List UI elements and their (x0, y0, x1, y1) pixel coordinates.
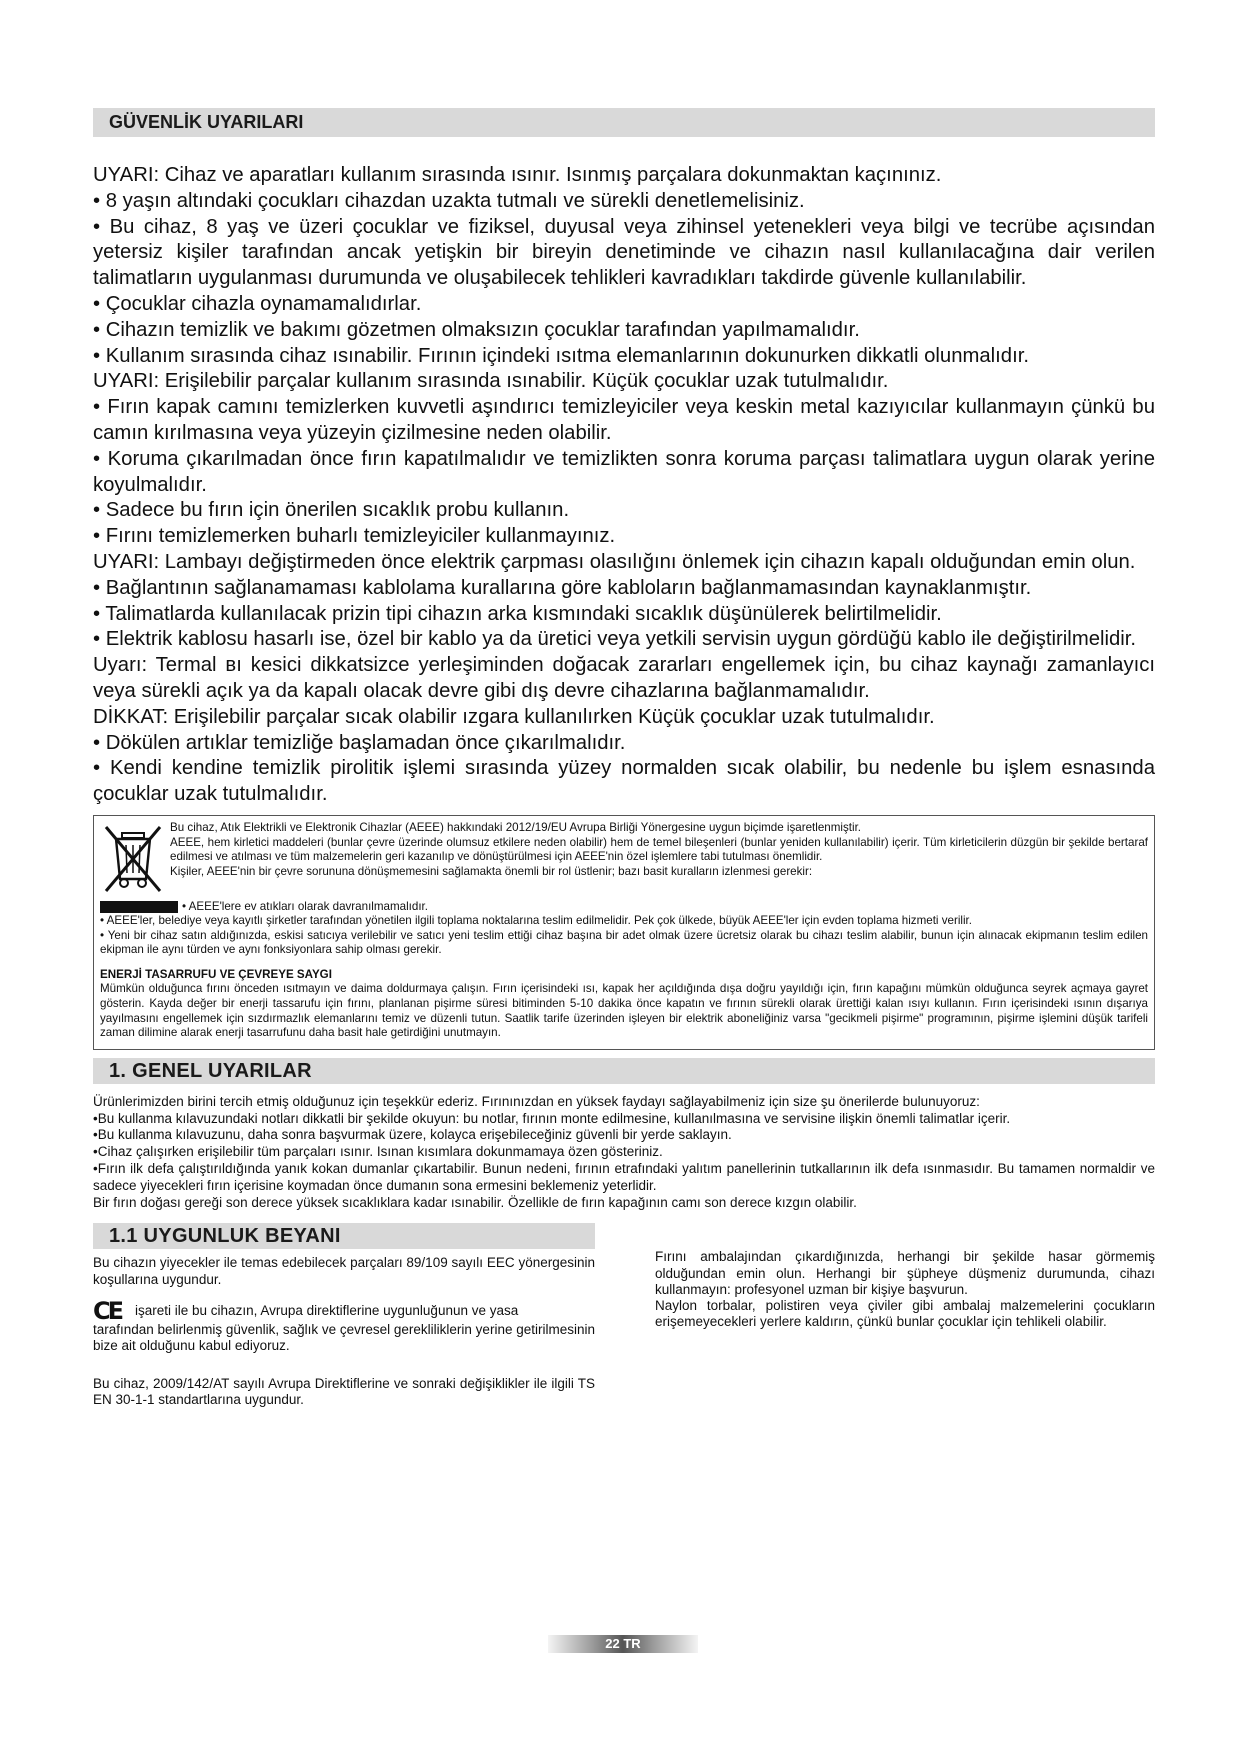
ce-mark-icon: CE (93, 1296, 122, 1325)
safety-paragraph: Uyarı: Termal вı kesici dikkatsizce yerleşiminden doğacak zararları engellemek için, bu cihaz kaynağı zamanlayıcı veya sürekli açık ya da kapalı olacak devre gibi dış devre cihazlarına bağlanmamalıdır. (93, 654, 1155, 702)
safety-paragraph: • Kendi kendine temizlik pirolitik işlemi sırasında yüzey normalden sıcak olabilir, bu nedenle bu işlem esnasında çocuklar uzak tutulmalıdır. (93, 757, 1155, 806)
general-paragraph: •Bu kullanma kılavuzundaki notları dikkatli bir şekilde okuyun: bu notlar, fırının monte edilmesine, kullanılmasına ve servisine ilişkin önemli talimatlar içerir. (93, 1110, 1011, 1126)
general-paragraph: •Fırın ilk defa çalıştırıldığında yanık kokan dumanlar çıkartabilir. Bunun nedeni, fırının etrafındaki yalıtım panellerinin tutkallarının ilk defa ısınmasıdır. Bu tamamen normaldir ve sadece yiyecekleri fırın içerisine koymadan önce dumanın sona ermesini beklemeniz yeterlidir. (93, 1161, 1155, 1193)
safety-paragraph: • Çocuklar cihazla oynamamalıdırlar. (93, 292, 422, 315)
safety-paragraph: UYARI: Erişilebilir parçalar kullanım sırasında ısınabilir. Küçük çocuklar uzak tutulmalıdır. (93, 370, 889, 393)
weee-bullet: • AEEE'lere ev atıkları olarak davranılmamalıdır. (182, 899, 428, 913)
safety-paragraph: • Bağlantının sağlanamaması kablolama kurallarına göre kabloların bağlanmamasından kaynaklanmıştır. (93, 576, 1032, 599)
page (93, 108, 1155, 1409)
safety-paragraph: • Bu cihaz, 8 yaş ve üzeri çocuklar ve fiziksel, duyusal veya zihinsel yetenekleri veya bilgi ve tecrübe açısından yetersiz kişiler tarafından ancak yetişkin bir bireyin denetiminde ve cihazın nasıl kullanılacağına dair verilen talimatların uygulanması durumunda ve oluşabilecek tehlikleri kavradıkları takdirde güvenle kullanılabilir. (93, 215, 1155, 290)
general-paragraph: •Cihaz çalışırken erişilebilir tüm parçaları ısınır. Isınan kısımlara dokunmamaya özen gösteriniz. (93, 1144, 663, 1160)
packaging-column (655, 1223, 1155, 1408)
section-header-safety: GÜVENLİK UYARILARI (93, 108, 1155, 137)
safety-warnings (93, 163, 1155, 808)
general-paragraph: Ürünlerimizden birini tercih etmiş olduğunuz için teşekkür ederiz. Fırınınızdan en yüksek faydayı sağlayabilmeniz için size şu önerilerde bulunuyoruz: (93, 1093, 980, 1109)
weee-bullet: • AEEE'ler, belediye veya kayıtlı şirketler tarafından yönetilen ilgili toplama noktalarına teslim edilmelidir. Pek çok ülkede, büyük AEEE'ler için evden toplama hizmeti verilir. (100, 914, 972, 928)
safety-paragraph: • Fırın kapak camını temizlerken kuvvetli aşındırıcı temizleyiciler veya keskin metal kazıyıcılar kullanmayın çünkü bu camın kırılmasına veya yüzeyin çizilmesine neden olabilir. (93, 396, 1155, 444)
packaging-text: Naylon torbalar, polistiren veya çiviler gibi ambalaj malzemelerini çocukların erişemeyecekleri yerlere kaldırın, çünkü bunlar çocuklar için tehlikeli olabilir. (655, 1298, 1155, 1330)
safety-paragraph: • Koruma çıkarılmadan önce fırın kapatılmalıdır ve temizlikten sonra koruma parçası talimatlara uygun olarak yerine koyulmalıdır. (93, 447, 1155, 496)
safety-paragraph: • Elektrik kablosu hasarlı ise, özel bir kablo ya da üretici veya yetkili servisin uygun gördüğü kablo ile değiştirilmelidir. (93, 628, 1137, 651)
packaging-text: Fırını ambalajından çıkardığınızda, herhangi bir şekilde hasar görmemiş olduğundan emin olun. Herhangi bir şüpheye düşmeniz durumunda, cihazı kullanmayın: profesyonel uzman bir kişiye başvurun. (655, 1249, 1155, 1297)
conformity-text-ce-rest: tarafından belirlenmiş güvenlik, sağlık ve çevresel gerekliliklerin yerine getirilmesinin bize ait olduğunu kabul ediyoruz. (93, 1321, 595, 1354)
conformity-text-directive: Bu cihaz, 2009/142/AT sayılı Avrupa Direktiflerine ve sonraki değişiklikler ile ilgili TS EN 30-1-1 standartlarına uygundur. (93, 1376, 595, 1408)
section-header-conformity: 1.1 UYGUNLUK BEYANI (93, 1223, 595, 1249)
weee-line: Bu cihaz, Atık Elektrikli ve Elektronik Cihazlar (AEEE) hakkındaki 2012/19/EU Avrupa Birliği Yönergesine uygun biçimde işaretlenmiştir. (170, 820, 862, 834)
conformity-text-food: Bu cihazın yiyecekler ile temas edebilecek parçaları 89/109 sayılı EEC yönergesinin koşullarına uygundur. (93, 1255, 595, 1287)
conformity-column (93, 1223, 595, 1408)
energy-saving-title: ENERJİ TASARRUFU VE ÇEVREYE SAYGI (100, 967, 332, 981)
safety-paragraph: • Talimatlarda kullanılacak prizin tipi cihazın arka kısmındaki sıcaklık düşünülerek belirtilmelidir. (93, 602, 942, 625)
safety-paragraph: • Kullanım sırasında cihaz ısınabilir. Fırının içindeki ısıtma elemanlarının dokunurken dikkatli olunmalıdır. (93, 344, 1029, 367)
general-paragraph: Bir fırın doğası gereği son derece yüksek sıcaklıklara kadar ısınabilir. Özellikle de fırın kapağının camı son derece kızgın olabilir. (93, 1194, 857, 1210)
crossed-out-wheelie-bin-icon (100, 821, 170, 900)
black-bar-graphic (100, 901, 178, 913)
safety-paragraph: • 8 yaşın altındaki çocukları cihazdan uzakta tutmalı ve sürekli denetlemelisiniz. (93, 189, 805, 212)
safety-paragraph: UYARI: Cihaz ve aparatları kullanım sırasında ısınır. Isınmış parçalara dokunmaktan kaçınınız. (93, 164, 942, 186)
safety-paragraph: • Fırını temizlemerken buharlı temizleyiciler kullanmayınız. (93, 525, 616, 548)
page-number: 22 TR (548, 1635, 698, 1653)
conformity-text-ce: işareti ile bu cihazın, Avrupa direktiflerine uygunluğunun ve yasa (135, 1302, 519, 1318)
two-column-section (93, 1223, 1155, 1408)
safety-paragraph: DİKKAT: Erişilebilir parçalar sıcak olabilir ızgara kullanılırken Küçük çocuklar uzak tutulmalıdır. (93, 705, 935, 728)
safety-paragraph: • Dökülen artıklar temizliğe başlamadan önce çıkarılmalıdır. (93, 731, 626, 754)
energy-saving-text: Mümkün olduğunca fırını önceden ısıtmayın ve daima doldurmaya çalışın. Fırın içerisindeki ısı, kapak her açıldığında dışa doğru yayıldığı için, fırın kapağını mümkün olduğunca seyrek açmaya gayret gösterin. Kayda değer bir enerji tassarufu için fırını, planlanan pişirme süresi bitiminden 5-10 dakika önce kapatın ve fırının sürekli olarak ürettiği kalan ısıyı kullanın. Fırın içerisindeki ısının dışarıya yayılmasını engellemek için sızdırmazlık elemanlarını temiz ve düzenli tutun. Saatlik tarife üzerinden işleyen bir elektrik aboneliğiniz varsa "gecikmeli pişirme" programının, pişirme işlemini düşük tarifeli zaman dilimine alarak enerji tasarrufunu daha basit hale getirdiğini unutmayın. (100, 982, 1148, 1040)
safety-paragraph: • Cihazın temizlik ve bakımı gözetmen olmaksızın çocuklar tarafından yapılmamalıdır. (93, 318, 860, 341)
weee-line: AEEE, hem kirletici maddeleri (bunlar çevre üzerinde olumsuz etkilere neden olabilir) hem de temel bileşenleri (bunlar yeniden kullanılabilir) içerir. Tüm kirleticilerin düzgün bir şekilde bertaraf edilmesi ve atılması ve tüm malzemelerin geri kazanılıp ve dönüştürülmesi için AEEE'nin özel işlemlere tabi tutulması önemlidir. (170, 835, 1148, 864)
weee-line: Kişiler, AEEE'nin bir çevre sorununa dönüşmemesini sağlamakta önemli bir rol üstlenir; bazı basit kuralların izlenmesi gerekir: (170, 864, 813, 878)
weee-notice-box (93, 815, 1155, 1050)
general-warnings (93, 1094, 1155, 1212)
safety-paragraph: • Sadece bu fırın için önerilen sıcaklık probu kullanın. (93, 499, 570, 522)
general-paragraph: •Bu kullanma kılavuzunu, daha sonra başvurmak üzere, kolayca erişebileceğiniz güvenli bir yerde saklayın. (93, 1127, 732, 1143)
safety-paragraph: UYARI: Lambayı değiştirmeden önce elektrik çarpması olasılığını önlemek için cihazın kapalı olduğundan emin olun. (93, 550, 1136, 573)
section-header-general: 1. GENEL UYARILAR (93, 1058, 1155, 1084)
weee-bullet: • Yeni bir cihaz satın aldığınızda, eskisi satıcıya verilebilir ve satıcı yeni teslim ettiği cihaz başına bir adet olmak üzere ücretsiz olarak bu cihazı teslim alabilir, bunun için alınacak ekipmanın teslim edilen ekipman ile aynı türden ve aynı fonksiyonlara sahip olması gerekir. (100, 928, 1148, 957)
